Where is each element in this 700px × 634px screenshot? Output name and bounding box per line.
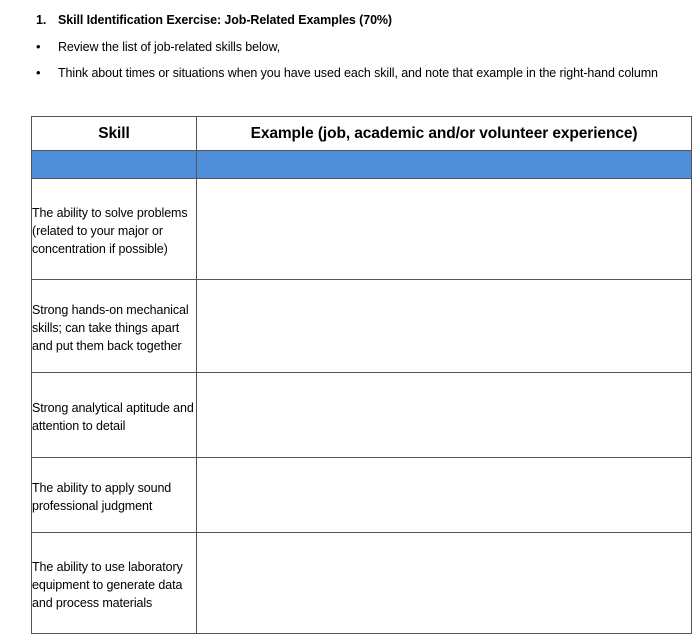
skill-cell — [32, 533, 197, 634]
skill-cell — [32, 280, 197, 373]
table-row — [32, 373, 692, 458]
exercise-number: 1. — [36, 13, 47, 27]
example-column-header: Example (job, academic and/or volunteer experience) — [197, 117, 692, 151]
instruction-bullet — [36, 65, 658, 80]
table-row — [32, 179, 692, 280]
accent-cell — [197, 151, 692, 179]
table-header-row — [32, 117, 692, 151]
table-row — [32, 280, 692, 373]
skill-text: The ability to use laboratory equipment to generate data and process materials — [32, 560, 183, 610]
example-cell[interactable] — [197, 458, 692, 533]
instruction-text: Think about times or situations when you have used each skill, and note that example in the right-hand column — [58, 66, 658, 80]
skill-text: Strong hands-on mechanical skills; can take things apart and put them back together — [32, 303, 189, 353]
instruction-text: Review the list of job-related skills below, — [58, 40, 281, 54]
skill-text: The ability to apply sound professional judgment — [32, 481, 172, 513]
example-cell[interactable] — [197, 280, 692, 373]
example-cell[interactable] — [197, 179, 692, 280]
table-row — [32, 533, 692, 634]
skills-table — [31, 116, 692, 634]
skill-cell — [32, 179, 197, 280]
skill-text: The ability to solve problems (related to your major or concentration if possible) — [32, 206, 188, 256]
skill-text: Strong analytical aptitude and attention to detail — [32, 401, 194, 433]
skill-cell — [32, 373, 197, 458]
accent-cell — [32, 151, 197, 179]
exercise-heading — [36, 13, 392, 27]
example-cell[interactable] — [197, 373, 692, 458]
bullet-icon: • — [36, 65, 41, 80]
exercise-title: Skill Identification Exercise: Job-Related Examples (70%) — [58, 13, 392, 27]
accent-row — [32, 151, 692, 179]
table-row — [32, 458, 692, 533]
example-cell[interactable] — [197, 533, 692, 634]
skill-column-header: Skill — [32, 117, 197, 151]
bullet-icon: • — [36, 39, 41, 54]
skill-cell — [32, 458, 197, 533]
instruction-bullet — [36, 39, 280, 54]
